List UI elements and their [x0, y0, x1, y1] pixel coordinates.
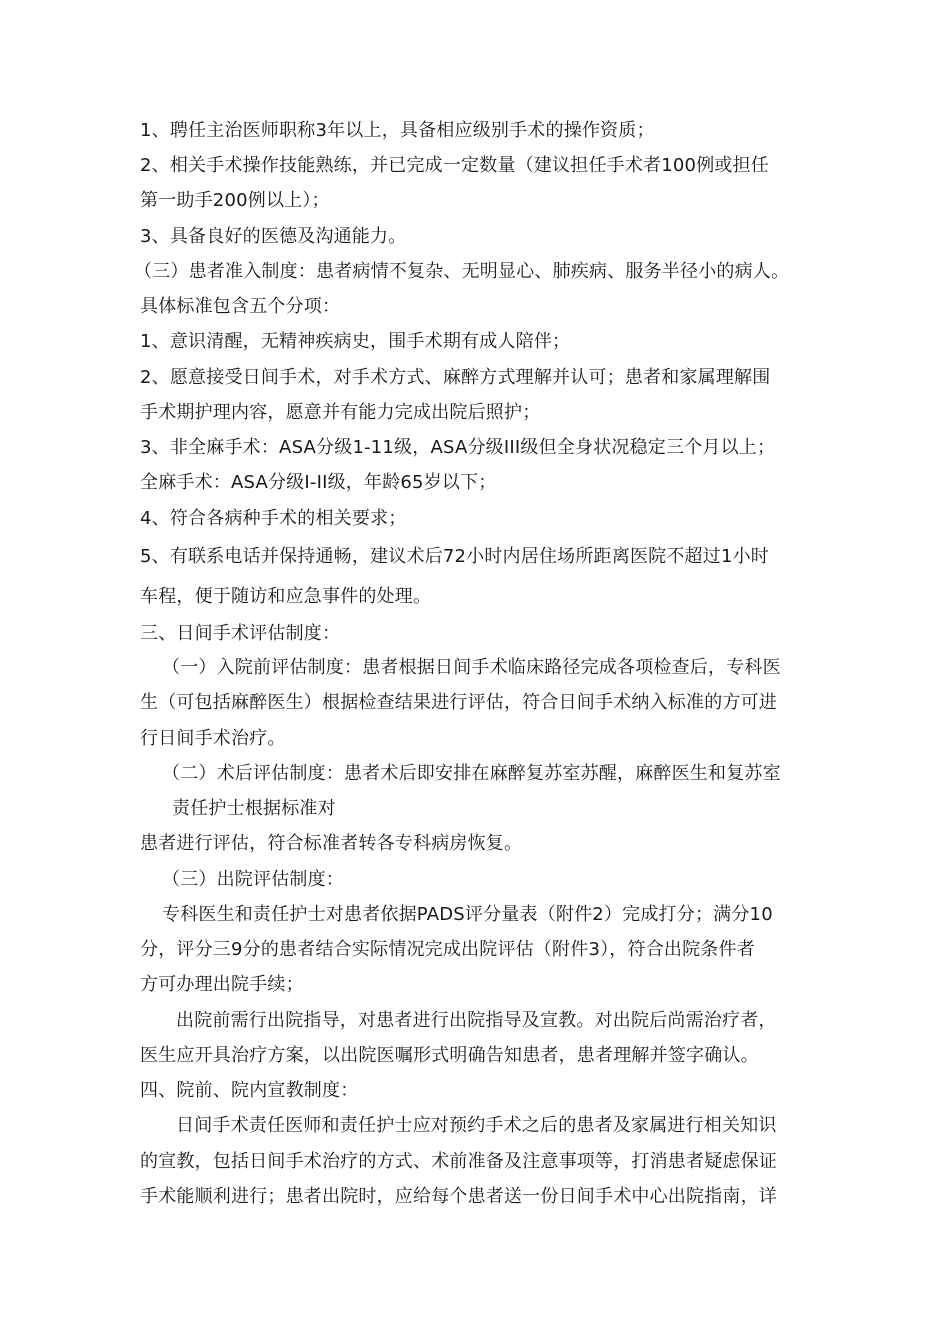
text-line-24: 分，评分三9分的患者结合实际情况完成出院评估（附件3），符合出院条件者	[140, 939, 755, 960]
text-line-14: 车程，便于随访和应急事件的处理。	[140, 586, 432, 607]
text-line-8: 2、愿意接受日间手术，对手术方式、麻醉方式理解并认可；患者和家属理解围	[140, 367, 771, 388]
text-line-12: 4、符合各病种手术的相关要求；	[140, 508, 407, 529]
text-line-29: 日间手术责任医师和责任护士应对预约手术之后的患者及家属进行相关知识	[176, 1115, 777, 1136]
text-line-7: 1、意识清醒，无精神疾病史，围手术期有成人陪伴；	[140, 331, 571, 352]
text-line-1: 1、聘任主治医师职称3年以上，具备相应级别手术的操作资质；	[140, 120, 655, 141]
text-line-2: 2、相关手术操作技能熟练，并已完成一定数量（建议担任手术者100例或担任	[140, 155, 770, 176]
text-line-20: 责任护士根据标准对	[172, 798, 336, 819]
text-line-5: （三）患者准入制度：患者病情不复杂、无明显心、肺疾病、服务半径小的病人。	[134, 261, 790, 282]
text-line-26: 出院前需行出院指导，对患者进行出院指导及宣教。对出院后尚需治疗者，	[176, 1010, 777, 1031]
section-heading-3: 三、日间手术评估制度：	[140, 623, 341, 644]
text-line-21: 患者进行评估，符合标准者转各专科病房恢复。	[140, 833, 523, 854]
text-line-19: （二）术后评估制度：患者术后即安排在麻醉复苏室苏醒，麻醉医生和复苏室	[162, 763, 781, 784]
text-line-27: 医生应开具治疗方案，以出院医嘱形式明确告知患者，患者理解并签字确认。	[140, 1045, 759, 1066]
text-line-11: 全麻手术：ASA分级I-II级，年龄65岁以下；	[140, 472, 497, 493]
text-line-25: 方可办理出院手续；	[140, 974, 304, 995]
text-line-6: 具体标准包含五个分项：	[140, 296, 341, 317]
text-line-22: （三）出院评估制度：	[162, 869, 344, 890]
text-line-30: 的宣教，包括日间手术治疗的方式、术前准备及注意事项等，打消患者疑虑保证	[140, 1151, 777, 1172]
text-line-9: 手术期护理内容，愿意并有能力完成出院后照护；	[140, 402, 541, 423]
text-line-17: 生（可包括麻醉医生）根据检查结果进行评估，符合日间手术纳入标准的方可进	[140, 692, 777, 713]
text-line-18: 行日间手术治疗。	[140, 728, 286, 749]
text-line-23: 专科医生和责任护士对患者依据PADS评分量表（附件2）完成打分；满分10	[162, 904, 773, 925]
text-line-4: 3、具备良好的医德及沟通能力。	[140, 226, 407, 247]
text-line-16: （一）入院前评估制度：患者根据日间手术临床路径完成各项检查后，专科医	[162, 657, 781, 678]
text-line-31: 手术能顺利进行；患者出院时，应给每个患者送一份日间手术中心出院指南，详	[140, 1186, 777, 1207]
text-line-13: 5、有联系电话并保持通畅，建议术后72小时内居住场所距离医院不超过1小时	[140, 546, 770, 567]
section-heading-4: 四、院前、院内宣教制度：	[140, 1080, 359, 1101]
text-line-10: 3、非全麻手术：ASA分级1-11级，ASA分级III级但全身状况稳定三个月以上；	[140, 437, 776, 458]
text-line-3: 第一助手200例以上）；	[140, 190, 330, 211]
